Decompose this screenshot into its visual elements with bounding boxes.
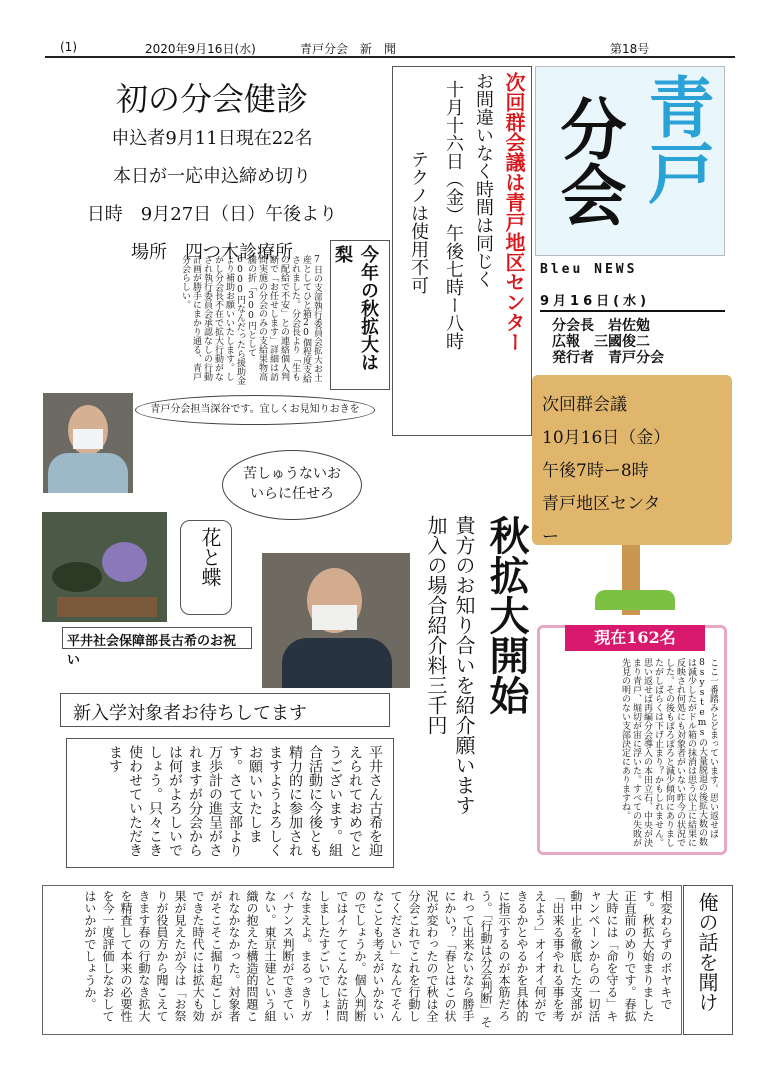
issue-number: 第18号 [610,42,650,56]
members-body: ここ一番踏みとどまっています。思い返せば8systemsの大量脱退の後拡大数の数は減少したがドル箱の抹消は思う以上に結果に反映され何処にも対象者がいない昨今の状況でした。その後もぽろぽろと減少傾向にありましたがしばらくは下げ止まり？かもしれません。思い返せば再編分会導入の本田立石、中央が決まり青戸、堀切が宙に浮いた。すべての失敗が先見の明のない支部決定にありますね。 [620,658,718,847]
pear-body: 7日の支部執行委員会拡大お土産としてひと箱20個程度支給されました。分会長より「生もの配給で不安」との連絡個人判断で「お任せします」詳細は訪問実施の分会のみの支給果物高騰の折「300円として6000円なんだったら援助金より補助お願いいたします。しかし分会長不在で拡大行動がなされ執行委員会承認なしの行動計画が勝手にまかり通る、青戸分会らしい。 [180,255,322,385]
sign-line: 次回群会議 [542,395,627,415]
masthead-date: 9月16日(水) [540,294,651,309]
staff-photo [43,393,133,493]
autumn-col2: 加入の場合紹介料三千円 [424,515,448,735]
meeting-headline: 次回群会議は青戸地区センター [502,72,526,352]
autumn-title: 秋拡大開始 [483,515,530,715]
meeting-col3: テクノは使用不可 [408,150,429,294]
header-date: 2020年9月16日(水) [145,42,256,56]
hirai-photo [262,553,410,688]
masthead-subtitle: Bleu NEWS [540,262,638,277]
checkup-title: 初の分会健診 [115,80,308,118]
meeting-col1: お間違いなく時間は同じく [473,72,494,288]
members-title: 現在162名 [565,625,705,651]
masthead-credits [552,318,664,366]
members-box [537,625,727,855]
wooden-sign [532,375,732,545]
meeting-col2: 十月十六日（金）午後七時ー八時 [443,80,464,350]
sign-line: 10月16日（金） [542,428,671,448]
checkup-line: 本日が一応申込締め切り [113,166,311,187]
sign-line: ー [542,527,559,547]
autumn-col1: 貴方のお知り合いを紹介願います [452,515,476,815]
flower-photo [42,512,167,622]
page-number: (1) [60,40,77,54]
header-rule [45,56,735,58]
paper-name: 青戸分会 新 聞 [300,42,397,56]
sign-line: 午後7時ー8時 [542,461,649,481]
checkup-line: 申込者9月11日現在22名 [111,128,313,149]
speech-bubble-hirai: 苦しゅうないおいらに任せろ [222,450,362,520]
congrats-body: 平井さん古希を迎えられておめでとうございます。組合活動に今後とも精力的に参加されますようよろしくお願いいたします。さて支部より万歩計の進呈がされますが分会からは何がよろしいでしょう。只々こき使わせていただきます [66,738,394,868]
column-box [42,885,682,1035]
credit-line: 発行者 青戸分会 [552,350,664,366]
speech-bubble-staff: 青戸分会担当深谷です。宜しくお見知りおきを [135,395,375,425]
sign-line: 青戸地区センタ [542,494,661,514]
flowers-label: 花と蝶 [180,520,232,615]
checkup-box [62,68,362,263]
column-body: 相変わらずのボヤキです。秋拡大始まりました正直前のめりです。春拡大時には「命を守る」キャンペーンからの一切活動中止を徹底した支部が「出来る事やれる事を考えよう」オイオイ何ができるかとやるかを具体的に指示するのが本筋だろう。「行動は分会判断」それって出来ないなら勝手にかい？「春とはこの状況が変わったので秋は全分会これでこれを行動してください」なんでそんなことも考えがいかないのでしょうか。個人判断ではイケてこんなに訪問しましたすごいでしょ！なまえよ。まるっきりガバナンス判断ができていない。東京土建という組織の抱えた構造的問題これなかなかった。対象者がそこそこ掘り起こしができた時代には拡大も効果が見えたが今は「お祭りが役員方から聞こえてきます春の行動なき拡大を精査して本来の必要性を今一度評価しなおしてはいかがでしょうか。 [83,890,673,1028]
grass [595,590,675,610]
credit-line: 分会長 岩佐勉 [552,318,650,334]
photo-caption: 平井社会保障部長古希のお祝い [62,627,252,649]
checkup-line: 場所 四つ木診療所 [131,242,293,263]
pear-headline: 今年の秋拡大は梨 [330,240,390,390]
masthead-title-left: 分会 [549,95,627,227]
column-title: 俺の話を聞け [683,885,733,1035]
masthead-rule [540,310,725,312]
masthead-box [535,66,725,256]
checkup-line: 日時 9月27日（日）午後より [86,204,338,225]
credit-line: 広報 三國俊二 [552,334,650,350]
new-member-banner: 新入学対象者お待ちしてます [60,693,390,727]
masthead-title-right: 青戸 [637,73,715,205]
